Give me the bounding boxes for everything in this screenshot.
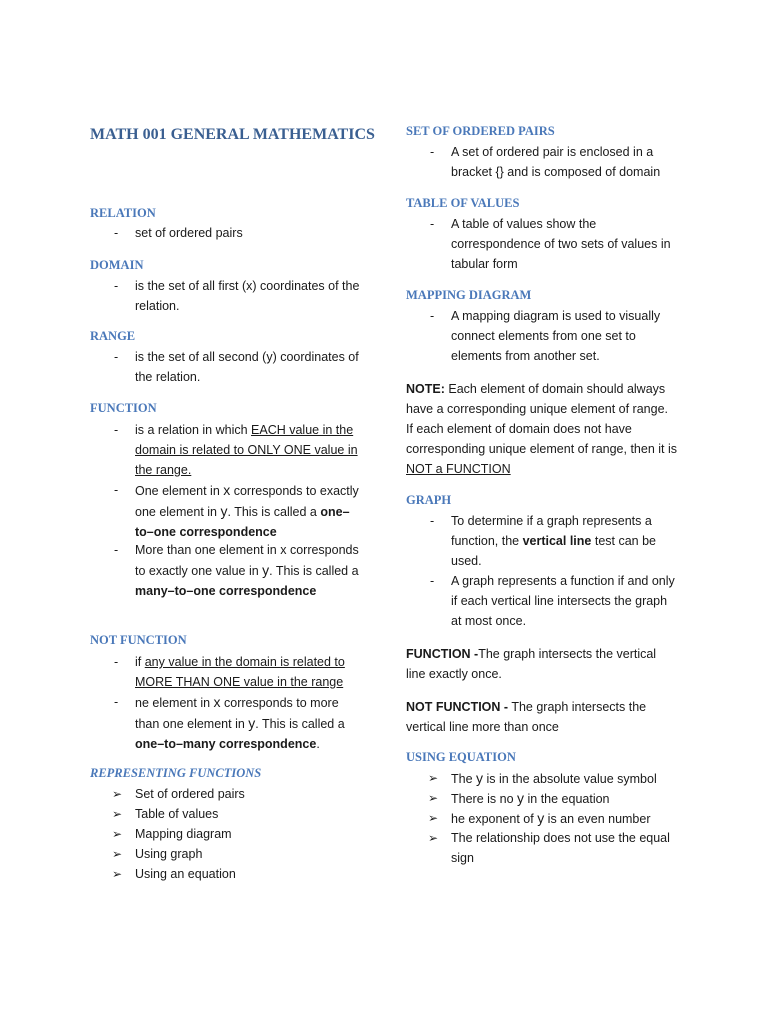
list-item-text: Set of ordered pairs xyxy=(135,787,245,801)
function-text-3 xyxy=(135,540,365,601)
text-run: in the equation xyxy=(524,792,610,806)
heading-function: FUNCTION xyxy=(90,401,157,415)
function-def-text: The graph intersects the vertical line exactly once. xyxy=(406,647,657,681)
heading-domain: DOMAIN xyxy=(90,258,144,272)
text-run: The xyxy=(451,772,477,786)
underlined-text: NOT a FUNCTION xyxy=(406,462,511,476)
heading-graph: GRAPH xyxy=(406,493,452,507)
bold-text: many–to–one correspondence xyxy=(135,584,317,598)
page-title: MATH 001 GENERAL MATHEMATICS xyxy=(90,126,375,143)
heading-mapping-diagram: MAPPING DIAGRAM xyxy=(406,288,532,302)
bold-text: one–to–many correspondence xyxy=(135,737,317,751)
arrow-bullet-icon: ➢ xyxy=(428,811,439,825)
list-item-text: Mapping diagram xyxy=(135,827,232,841)
dash-bullet: - xyxy=(430,217,435,231)
dash-bullet: - xyxy=(114,695,119,709)
not-function-def-text: The graph intersects the vertical line more than once xyxy=(406,700,647,734)
list-item-text xyxy=(451,808,679,829)
dash-bullet: - xyxy=(114,226,119,240)
dash-bullet: - xyxy=(430,309,435,323)
function-definition xyxy=(406,644,678,684)
graph-text-1 xyxy=(451,511,679,571)
variable-y: y xyxy=(220,503,228,519)
arrow-bullet-icon: ➢ xyxy=(428,831,439,845)
text-run: To determine if a graph represents a function, the xyxy=(451,514,652,548)
variable-y: y xyxy=(537,810,545,826)
text-run: corresponds to more than one element in xyxy=(135,696,339,731)
text-run: There is no xyxy=(451,792,518,806)
text-run: if xyxy=(135,655,145,669)
variable-x: x xyxy=(213,694,221,710)
underlined-text: EACH value in the domain is related to ONLY ONE value in the range. xyxy=(135,423,358,477)
set-pairs-text: A set of ordered pair is enclosed in a bracket {} and is composed of domain xyxy=(451,145,661,179)
variable-y: y xyxy=(262,562,270,578)
dash-bullet: - xyxy=(114,543,119,557)
text-run: One element in xyxy=(135,484,224,498)
text-run: More than one element in x corresponds to exactly one value in xyxy=(135,543,359,578)
dash-bullet: - xyxy=(430,574,435,588)
arrow-bullet-icon: ➢ xyxy=(428,771,439,785)
dash-bullet: - xyxy=(430,514,435,528)
bold-text: vertical line xyxy=(522,534,592,548)
variable-y: y xyxy=(248,715,256,731)
function-label: FUNCTION - xyxy=(406,647,479,661)
text-run: he exponent of xyxy=(451,812,538,826)
dash-bullet: - xyxy=(114,423,119,437)
variable-y: y xyxy=(517,790,525,806)
text-run: ne element in xyxy=(135,696,214,710)
underlined-text: any value in the domain is related to MORE THAN ONE value in the range xyxy=(135,655,345,689)
dash-bullet: - xyxy=(430,145,435,159)
heading-set-of-ordered-pairs: SET OF ORDERED PAIRS xyxy=(406,124,555,138)
heading-range: RANGE xyxy=(90,329,136,343)
bold-text: one–to–one correspondence xyxy=(135,505,350,539)
list-item-text: Using an equation xyxy=(135,867,236,881)
heading-table-of-values: TABLE OF VALUES xyxy=(406,196,520,210)
list-item-text xyxy=(451,788,679,809)
arrow-bullet-icon: ➢ xyxy=(112,787,123,801)
domain-text: is the set of all first (x) coordinates of the relation. xyxy=(135,279,360,313)
heading-representing-functions: REPRESENTING FUNCTIONS xyxy=(90,766,262,780)
list-item-text: Using graph xyxy=(135,847,203,861)
note-text: Each element of domain should always have a corresponding unique element of range. If each element of domain does not have corresponding unique element of range, then it is xyxy=(406,382,678,456)
heading-using-equation: USING EQUATION xyxy=(406,750,516,764)
note-paragraph xyxy=(406,379,678,479)
text-run: corresponds to exactly one element in xyxy=(135,484,359,519)
not-function-label: NOT FUNCTION - xyxy=(406,700,509,714)
not-function-definition xyxy=(406,697,678,737)
text-run: is in the absolute value symbol xyxy=(483,772,657,786)
range-text: is the set of all second (y) coordinates of the relation. xyxy=(135,350,359,384)
heading-relation: RELATION xyxy=(90,206,156,220)
text-run: . This is called a xyxy=(227,505,321,519)
not-function-text-1 xyxy=(135,652,365,692)
not-function-text-2 xyxy=(135,692,365,754)
text-run: is an even number xyxy=(544,812,651,826)
heading-not-function: NOT FUNCTION xyxy=(90,633,187,647)
text-run: is a relation in which xyxy=(135,423,252,437)
text-run: . This is called a xyxy=(269,564,359,578)
text-run: . This is called a xyxy=(255,717,345,731)
dash-bullet: - xyxy=(114,350,119,364)
list-item-text: Table of values xyxy=(135,807,219,821)
dash-bullet: - xyxy=(114,279,119,293)
mapping-text: A mapping diagram is used to visually connect elements from one set to elements from another set. xyxy=(451,309,661,363)
arrow-bullet-icon: ➢ xyxy=(112,807,123,821)
dash-bullet: - xyxy=(114,655,119,669)
text-run: . xyxy=(316,737,320,751)
function-text-1 xyxy=(135,420,365,480)
arrow-bullet-icon: ➢ xyxy=(112,827,123,841)
list-item-text: The relationship does not use the equal sign xyxy=(451,831,670,865)
arrow-bullet-icon: ➢ xyxy=(112,847,123,861)
list-item-text xyxy=(451,768,679,789)
arrow-bullet-icon: ➢ xyxy=(112,867,123,881)
graph-text-2: A graph represents a function if and only if each vertical line intersects the graph at most once. xyxy=(451,574,675,628)
relation-text: set of ordered pairs xyxy=(135,226,243,240)
note-label: NOTE: xyxy=(406,382,445,396)
arrow-bullet-icon: ➢ xyxy=(428,791,439,805)
text-run: test can be used. xyxy=(451,534,656,568)
function-text-2 xyxy=(135,480,365,542)
dash-bullet: - xyxy=(114,483,119,497)
table-values-text: A table of values show the correspondence of two sets of values in tabular form xyxy=(451,217,671,271)
variable-y: y xyxy=(476,770,484,786)
variable-x: x xyxy=(223,482,231,498)
